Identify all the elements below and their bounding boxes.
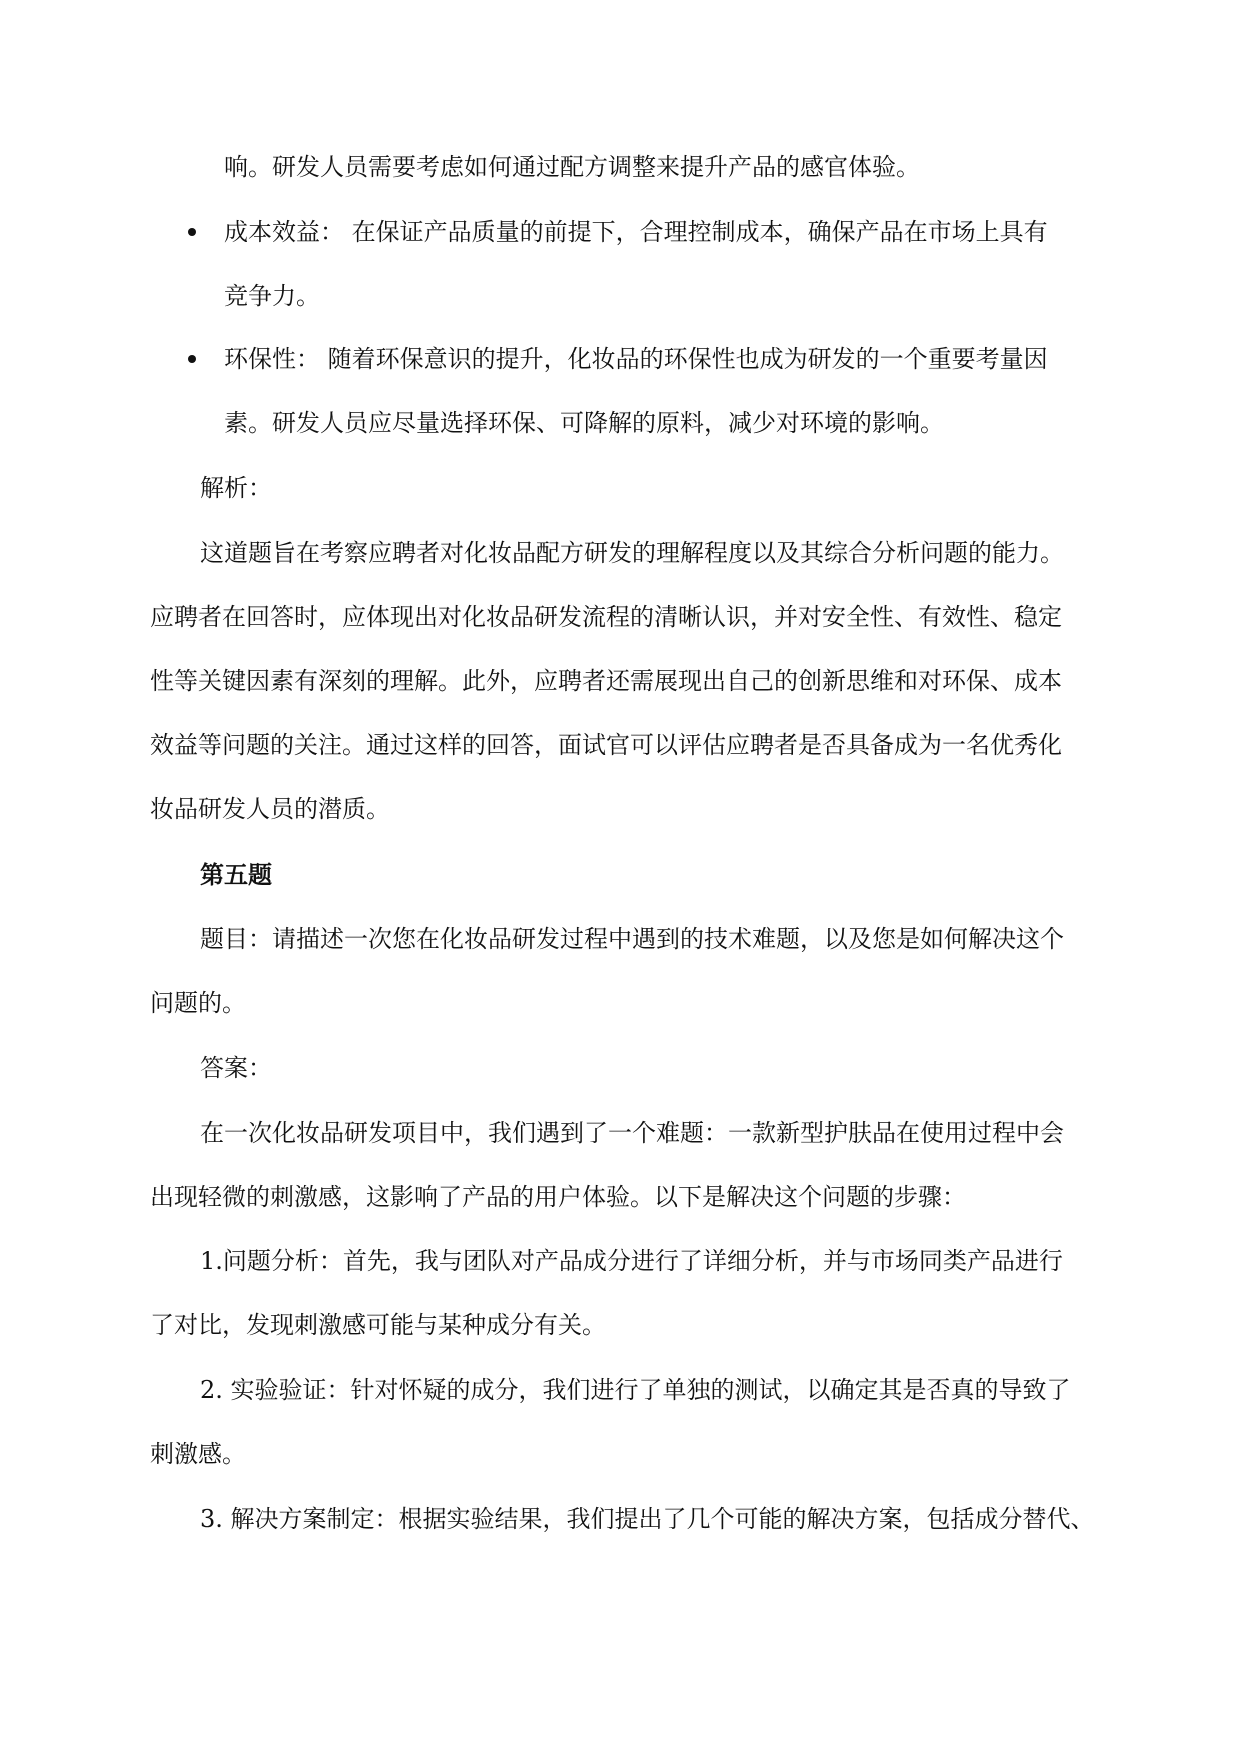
text-line: 这道题旨在考察应聘者对化妆品配方研发的理解程度以及其综合分析问题的能力。 — [200, 539, 1064, 567]
text-line: 刺激感。 — [150, 1440, 246, 1468]
text-line: 3. 解决方案制定：根据实验结果，我们提出了几个可能的解决方案，包括成分替代、 — [200, 1505, 1095, 1533]
bullet-icon — [188, 228, 196, 236]
text-line: 题目：请描述一次您在化妆品研发过程中遇到的技术难题，以及您是如何解决这个 — [200, 925, 1064, 953]
bullet-item-cost: 成本效益： 在保证产品质量的前提下，合理控制成本，确保产品在市场上具有 — [224, 218, 1048, 246]
text-line: 性等关键因素有深刻的理解。此外，应聘者还需展现出自己的创新思维和对环保、成本 — [150, 667, 1062, 695]
text-line: 效益等问题的关注。通过这样的回答，面试官可以评估应聘者是否具备成为一名优秀化 — [150, 731, 1062, 759]
text-line: 在一次化妆品研发项目中，我们遇到了一个难题：一款新型护肤品在使用过程中会 — [200, 1119, 1064, 1147]
text-line: 问题的。 — [150, 989, 246, 1017]
text-line: 应聘者在回答时，应体现出对化妆品研发流程的清晰认识，并对安全性、有效性、稳定 — [150, 603, 1062, 631]
text-line: 1.问题分析：首先，我与团队对产品成分进行了详细分析，并与市场同类产品进行 — [200, 1247, 1063, 1275]
bullet-icon — [188, 355, 196, 363]
text-line: 素。研发人员应尽量选择环保、可降解的原料，减少对环境的影响。 — [224, 409, 944, 437]
text-line: 妆品研发人员的潜质。 — [150, 795, 390, 823]
answer-label: 答案： — [200, 1054, 272, 1082]
text-line: 响。研发人员需要考虑如何通过配方调整来提升产品的感官体验。 — [224, 153, 920, 181]
text-line: 了对比，发现刺激感可能与某种成分有关。 — [150, 1311, 606, 1339]
analysis-label: 解析： — [200, 474, 272, 502]
bullet-item-environment: 环保性： 随着环保意识的提升，化妆品的环保性也成为研发的一个重要考量因 — [224, 345, 1048, 373]
text-line: 出现轻微的刺激感，这影响了产品的用户体验。以下是解决这个问题的步骤： — [150, 1183, 966, 1211]
text-line: 竞争力。 — [224, 282, 320, 310]
text-line: 2. 实验验证：针对怀疑的成分，我们进行了单独的测试，以确定其是否真的导致了 — [200, 1376, 1071, 1404]
section-heading: 第五题 — [200, 860, 272, 889]
